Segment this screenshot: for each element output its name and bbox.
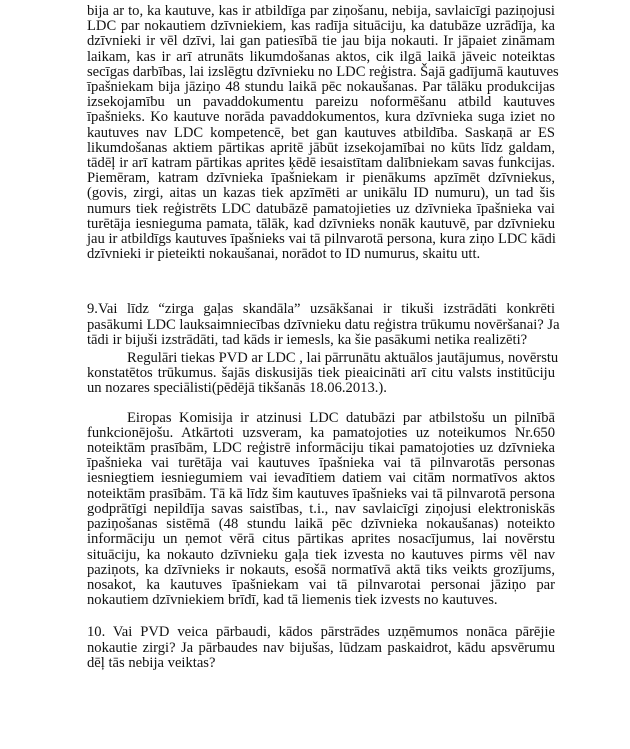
text-line: paziņots, ka dzīvnieks ir nokauts, esošā normatīvā aktā tiks veikts grozījums, — [87, 561, 555, 578]
text-line: iesniegtiem iesniegumiem vai ievadītiem datiem vai citām normatīvos aktos — [87, 470, 555, 487]
text-line: nokautie zirgi? Ja pārbaudes nav bijušas, lūdzam paskaidrot, kādu apsvērumu — [87, 639, 555, 656]
text-line: dzīvnieki ir pieteikti nokaušanai, norādot to ID numurus, skaitu utt. — [87, 246, 481, 263]
text-line: Piemēram, katram dzīvnieka īpašniekam ir pienākums apzīmēt dzīvniekus, — [87, 170, 555, 187]
text-line: 10. Vai PVD veica pārbaudi, kādos pārstrādes uzņēmumos nonāca pārējie — [87, 624, 555, 641]
text-line: 9.Vai līdz “zirga gaļas skandāla” uzsākšanai ir tikuši izstrādāti konkrēti — [87, 301, 555, 318]
text-line: turētāja iesnieguma pamata, tālāk, kad dzīvnieks nonāk kautuvē, par dzīvnieku — [87, 215, 555, 232]
text-line: un nozares speciālisti(pēdējā tikšanās 18.06.2013.). — [87, 380, 387, 397]
text-line: dēļ tās nebija veiktas? — [87, 654, 216, 671]
text-line: Regulāri tiekas PVD ar LDC , lai pārrunātu aktuālos jautājumus, novērstu — [127, 350, 559, 367]
text-line: tādēļ ir arī katram pārtikas aprites ķēdē iesaistītam dalībniekam savas funkcijas. — [87, 155, 555, 172]
text-line: LDC par nokautiem dzīvniekiem, kas radīja situāciju, ka datubāze uzrādīja, ka — [87, 18, 555, 35]
body-paragraph — [87, 411, 555, 609]
text-line: jau ir atbildīgs kautuves īpašnieks vai tā pilnvarotā persona, kura ziņo LDC kādi — [87, 231, 556, 248]
text-line: laikam, kas ir arī atrunāts likumdošanas aktos, cik ilgā laikā jāveic noteiktas — [87, 48, 555, 65]
text-line: situāciju, ka nokauto dzīvnieku gaļa tiek izvesta no kautuves pirms vēl nav — [87, 546, 555, 563]
text-line: paziņošanas sistēmā (48 stundu laikā pēc dzīvnieka nokaušanas) noteikto — [87, 516, 555, 533]
body-paragraph — [87, 3, 559, 263]
text-line: pasākumi LDC lauksaimniecības dzīvnieku datu reģistra trūkumu novēršanai? Ja — [87, 316, 560, 333]
text-line: noteiktām prasībām, LDC reģistrē informāciju tikai pamatojoties uz dzīvnieka — [87, 440, 555, 457]
text-line: likumdošanas aktiem pārtikas apritē jābūt izsekojamībai no kūts līdz galdam, — [87, 139, 555, 156]
text-line: informāciju un ņemot vērā citus pārtikas aprites nosacījumus, lai novērstu — [87, 531, 555, 548]
question-paragraph — [87, 625, 555, 671]
text-line: numurs tiek reģistrēts LDC datubāzē pamatojieties uz dzīvnieka īpašnieka vai — [87, 200, 555, 217]
text-line: īpašnieks. Ko kautuve norāda pavaddokumentos, kura dzīvnieka suga iziet no — [87, 109, 555, 126]
text-line: nokautiem dzīvniekiem brīdī, kad tā liemenis tiek izvests no kautuves. — [87, 592, 498, 609]
text-line: godprātīgi nepildīja savas saistības, t.i., nav savlaicīgi ziņojusi elektroniskās — [87, 500, 555, 517]
text-line: īpašniekam bija jāziņo 48 stundu laikā pēc nokaušanas. Par tālāku produkcijas — [87, 79, 555, 96]
text-line: noteiktām prasībām. Tā kā līdz šim kautuves īpašnieks vai tā pilnvarotā persona — [87, 485, 555, 502]
text-line: konstatētos trūkumus. šajās diskusijās tiek pieaicināti arī citu valsts institūciju — [87, 365, 555, 382]
text-line: Eiropas Komisija ir atzinusi LDC datubāzi par atbilstošu un pilnībā — [127, 409, 555, 426]
document-page — [87, 3, 560, 671]
text-line: kautuves nav LDC kompetencē, bet gan kautuves atbildība. Saskaņā ar ES — [87, 124, 555, 141]
text-line: (govis, zirgi, aitas un kazas tiek apzīmēti ar unikālu ID numuru), un tad šis — [87, 185, 555, 202]
text-line: izsekojamību un pavaddokumentu pareizu noformēšanu atbild kautuves — [87, 94, 555, 111]
text-line: secīgas darbības, lai izslēgtu dzīvnieku no LDC reģistra. Šajā gadījumā kautuves — [87, 63, 559, 80]
text-line: bija ar to, ka kautuve, kas ir atbildīga par ziņošanu, nebija, savlaicīgi paziņojusi — [87, 3, 555, 19]
text-line: tādi ir bijuši izstrādāti, tad kāds ir iemesls, ka šie pasākumi netika realizēti? — [87, 331, 528, 348]
text-line: dzīvnieki ir vēl dzīvi, lai gan patiesībā tie jau bija nokauti. Ir jāpaiet zināmam — [87, 33, 555, 50]
text-line: funkcionējošu. Atkārtoti uzsveram, ka pamatojoties uz noteikumos Nr.650 — [87, 424, 555, 441]
text-line: nosakot, ka kautuves īpašniekam vai tā pilnvarotai personai jāziņo par — [87, 576, 555, 593]
question-paragraph — [87, 301, 560, 348]
text-line: īpašnieka vai turētāja vai kautuves īpašnieka vai tā pilnvarotās personas — [87, 455, 555, 472]
body-paragraph — [87, 350, 559, 397]
